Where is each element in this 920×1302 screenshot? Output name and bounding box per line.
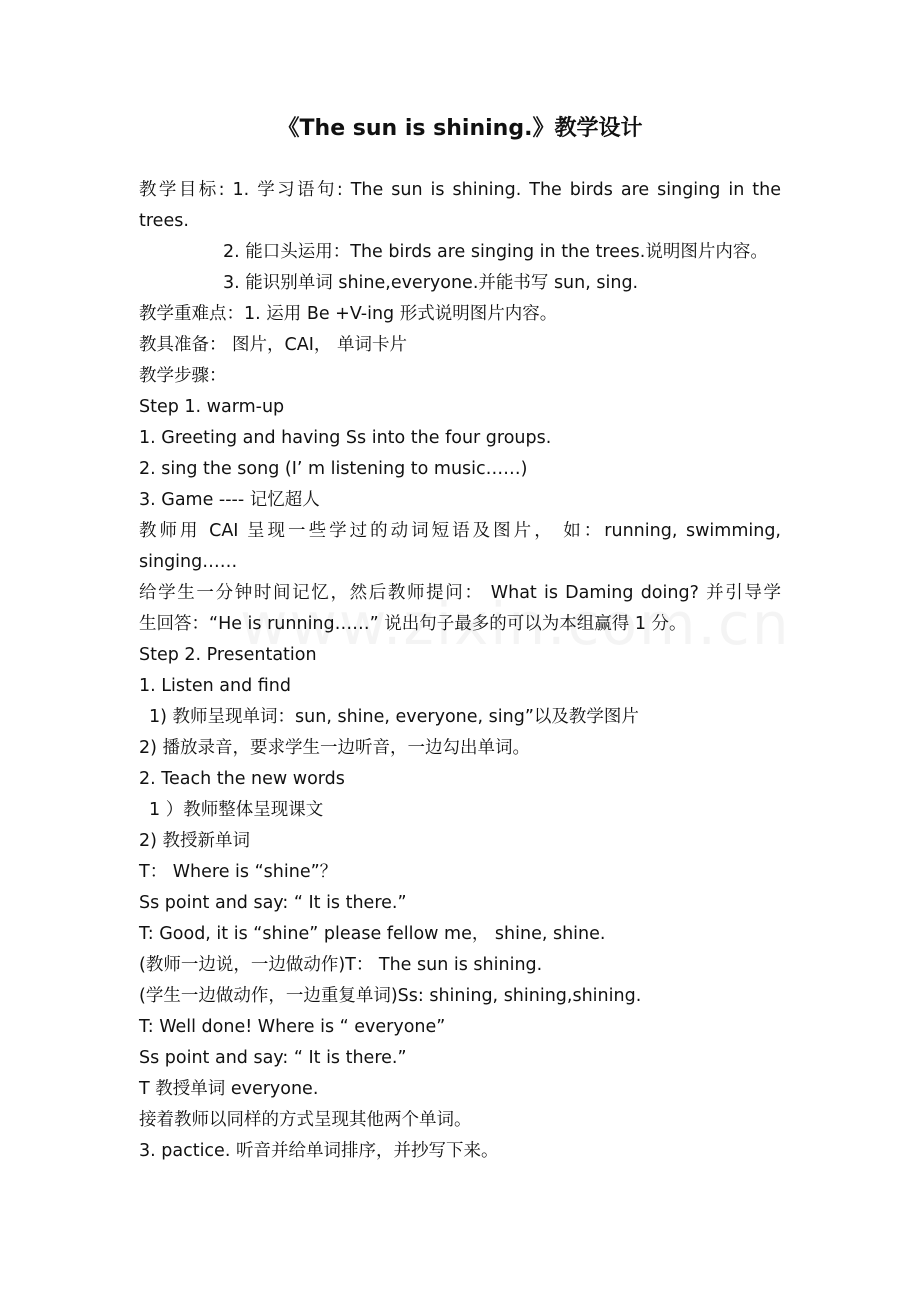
text-line: 教师用 CAI 呈现一些学过的动词短语及图片， 如：running, swimming, bbox=[139, 521, 781, 541]
text-line: Step 1. warm-up bbox=[139, 397, 285, 417]
text-line: T: Good, it is “shine” please fellow me， shine, shine. bbox=[139, 924, 606, 944]
text-line: T: Well done! Where is “ everyone” bbox=[139, 1017, 446, 1037]
text-line: 2. Teach the new words bbox=[139, 769, 345, 789]
text-line: 2. 能口头运用：The birds are singing in the trees.说明图片内容。 bbox=[223, 242, 768, 262]
text-line: trees. bbox=[139, 211, 189, 231]
text-line: 3. pactice. 听音并给单词排序，并抄写下来。 bbox=[139, 1141, 499, 1161]
text-line: 教学重难点：1. 运用 Be +V-ing 形式说明图片内容。 bbox=[139, 304, 558, 324]
text-line: 2) 播放录音，要求学生一边听音，一边勾出单词。 bbox=[139, 738, 531, 758]
document-body bbox=[139, 175, 781, 1167]
text-line: 3. Game ---- 记忆超人 bbox=[139, 490, 320, 510]
text-line: 接着教师以同样的方式呈现其他两个单词。 bbox=[139, 1110, 472, 1130]
text-line: 教具准备： 图片，CAI， 单词卡片 bbox=[139, 335, 407, 355]
text-line: 1. Greeting and having Ss into the four groups. bbox=[139, 428, 552, 448]
text-line: Ss point and say: “ It is there.” bbox=[139, 893, 407, 913]
text-line: (教师一边说，一边做动作)T： The sun is shining. bbox=[139, 955, 543, 975]
text-line: T 教授单词 everyone. bbox=[139, 1079, 319, 1099]
text-line: 1 ）教师整体呈现课文 bbox=[149, 800, 324, 820]
text-line: 2. sing the song (I’ m listening to music……) bbox=[139, 459, 528, 479]
text-line: singing…… bbox=[139, 552, 238, 572]
text-line: Ss point and say: “ It is there.” bbox=[139, 1048, 407, 1068]
document-title: 《The sun is shining.》教学设计 bbox=[277, 116, 643, 141]
text-line: 给学生一分钟时间记忆，然后教师提问： What is Daming doing? 并引导学 bbox=[139, 583, 781, 603]
text-line: 1. Listen and find bbox=[139, 676, 291, 696]
text-line: 教学目标: 1. 学习语句: The sun is shining. The birds are singing in the bbox=[139, 180, 781, 200]
text-line: 3. 能识别单词 shine,everyone.并能书写 sun, sing. bbox=[223, 273, 639, 293]
text-line: 1) 教师呈现单词：sun, shine, everyone, sing”以及教学图片 bbox=[149, 707, 639, 727]
text-line: 生回答：“He is running……” 说出句子最多的可以为本组赢得 1 分。 bbox=[139, 614, 687, 634]
text-line: 2) 教授新单词 bbox=[139, 831, 251, 851]
text-line: (学生一边做动作，一边重复单词)Ss: shining, shining,shining. bbox=[139, 986, 642, 1006]
text-line: 教学步骤： bbox=[139, 366, 227, 386]
text-line: T： Where is “shine”？ bbox=[139, 862, 338, 882]
text-line: Step 2. Presentation bbox=[139, 645, 317, 665]
